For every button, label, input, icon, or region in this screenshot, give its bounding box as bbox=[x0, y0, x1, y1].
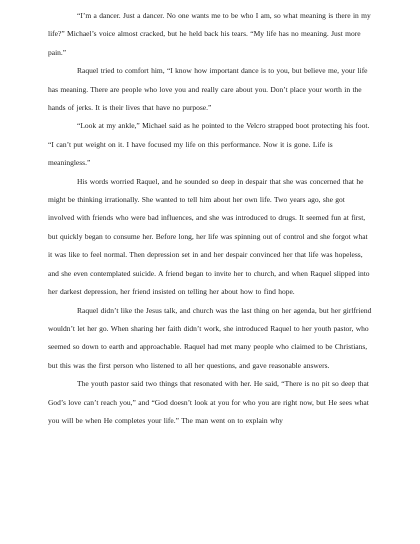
paragraph-pastor-sayings: The youth pastor said two things that resonated with her. He said, “There is no pit so deep that God’s love can’t reach you,” and “God doesn’t look at you for who you are right now, but He sees what you will be when He completes your life.” The man went on to explain why bbox=[48, 379, 369, 425]
paragraph-look-at-ankle: “Look at my ankle,” Michael said as he pointed to the Velcro strapped boot protecting his foot. “I can’t put weight on it. I have focused my life on this performance. Now it is gone. Life is meaningless.” bbox=[48, 121, 370, 168]
paragraph-youth-pastor-intro: Raquel didn’t like the Jesus talk, and church was the last thing on her agenda, but her girlfriend wouldn’t let her go. When sharing her faith didn’t work, she introduced Raquel to her youth pastor, who seemed so down to earth and approachable. Raquel had met many people who claimed to be Christians, but this was the first person who listened to all her questions, and gave reasonable answers. bbox=[48, 305, 372, 370]
paragraph-raquel-comfort: Raquel tried to comfort him, “I know how important dance is to you, but believe me, your life has meaning. There are people who love you and really care about you. Don’t place your worth in the hands of jerks. It is their lives that have no purpose.” bbox=[48, 66, 368, 113]
paragraph-raquel-past: His words worried Raquel, and he sounded so deep in despair that she was concerned that he might be thinking irrationally. She wanted to tell him about her own life. Two years ago, she got involved with friends who were bad influences, and she was introduced to drugs. It seemed fun at first, but quickly began to consume her. Before long, her life was spinning out of control and she forgot what it was like to feel normal. Then depression set in and her despair convinced her that life was hopeless, and she even contemplated suicide. A friend began to invite her to church, and when Raquel slipped into her darkest depression, her friend insisted on telling her about how to find hope. bbox=[48, 176, 370, 297]
paragraph-michael-dancer: “I’m a dancer. Just a dancer. No one wants me to be who I am, so what meaning is there in my life?” Michael’s voice almost cracked, but he held back his tears. “My life has no meaning. Just more pain.” bbox=[48, 11, 371, 57]
